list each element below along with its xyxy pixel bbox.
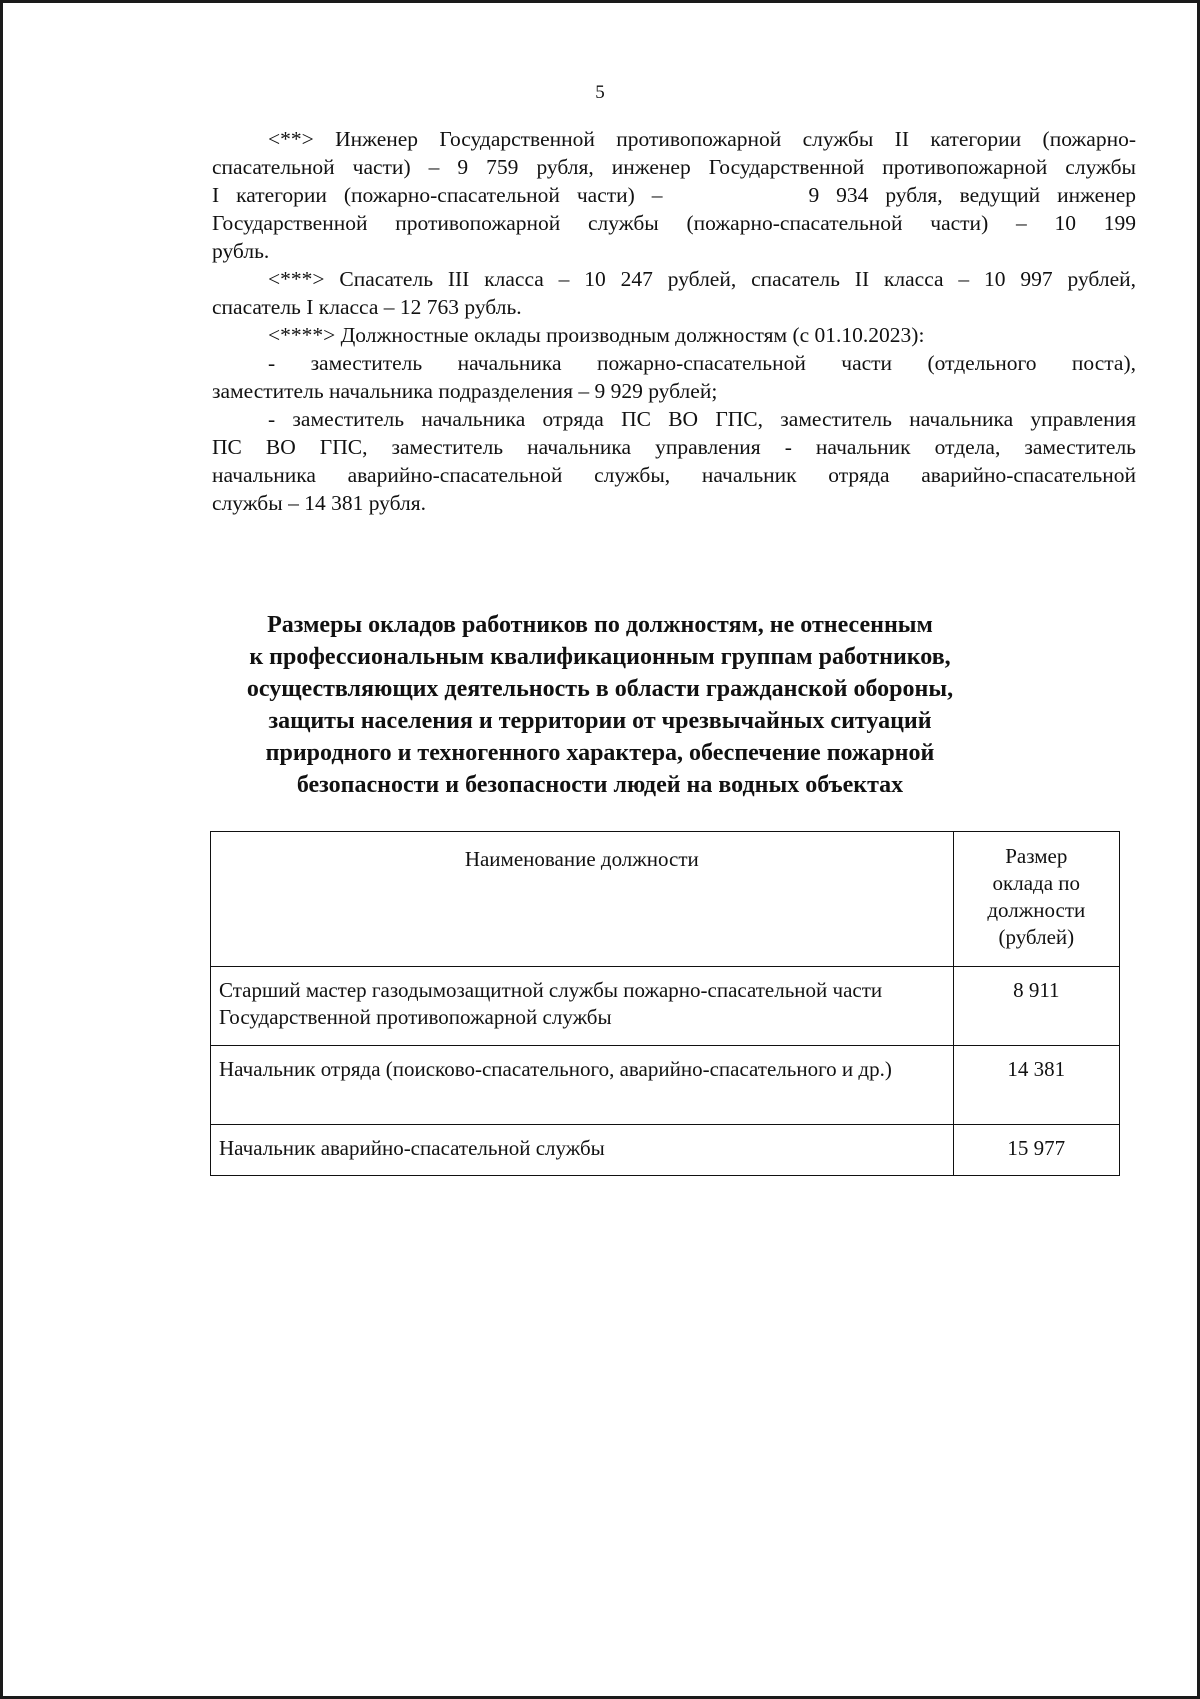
salary-value-cell: 15 977 bbox=[953, 1125, 1119, 1176]
heading-line: безопасности и безопасности людей на водных объектах bbox=[296, 772, 904, 798]
salary-table bbox=[210, 831, 1120, 1176]
position-name-cell: Начальник отряда (поисково-спасательного, аварийно-спасательного и др.) bbox=[211, 1046, 954, 1125]
header-salary-line: Размер bbox=[1005, 844, 1068, 868]
table-row bbox=[211, 1046, 1120, 1125]
heading-line: защиты населения и территории от чрезвычайных ситуаций bbox=[268, 708, 932, 734]
note-line: заместитель начальника подразделения – 9 929 рублей; bbox=[212, 379, 718, 403]
note-line: ПС ВО ГПС, заместитель начальника управления - начальник отдела, заместитель bbox=[212, 435, 1136, 459]
note-line: <***> Спасатель III класса – 10 247 рублей, спасатель II класса – 10 997 рублей, bbox=[268, 267, 1136, 291]
header-salary-line: (рублей) bbox=[998, 925, 1075, 949]
note-line-part: 9 934 рубля, ведущий инженер bbox=[808, 183, 1136, 207]
table-header-row bbox=[211, 832, 1120, 967]
note-line: Государственной противопожарной службы (пожарно-спасательной части) – 10 199 bbox=[212, 211, 1136, 235]
header-salary-line: должности bbox=[987, 898, 1086, 922]
note-line: - заместитель начальника пожарно-спасательной части (отдельного поста), bbox=[268, 351, 1136, 375]
note-line bbox=[212, 181, 1136, 209]
header-salary-size bbox=[953, 832, 1119, 967]
note-line: спасатель I класса – 12 763 рубль. bbox=[212, 295, 522, 319]
note-line-part: I категории (пожарно-спасательной части) – bbox=[212, 183, 663, 207]
heading-line: природного и техногенного характера, обеспечение пожарной bbox=[265, 740, 935, 766]
salary-value-cell: 14 381 bbox=[953, 1046, 1119, 1125]
heading-line: Размеры окладов работников по должностям, не отнесенным bbox=[267, 612, 933, 638]
note-line: <**> Инженер Государственной противопожарной службы II категории (пожарно- bbox=[268, 127, 1136, 151]
note-line: - заместитель начальника отряда ПС ВО ГПС, заместитель начальника управления bbox=[268, 407, 1136, 431]
header-position-name: Наименование должности bbox=[211, 832, 954, 967]
heading-line: к профессиональным квалификационным группам работников, bbox=[249, 644, 951, 670]
salary-value-cell: 8 911 bbox=[953, 967, 1119, 1046]
footnotes bbox=[212, 125, 1136, 517]
table-row bbox=[211, 967, 1120, 1046]
header-salary-line: оклада по bbox=[992, 871, 1081, 895]
table-row bbox=[211, 1125, 1120, 1176]
note-line: рубль. bbox=[212, 239, 270, 263]
page-number: 5 bbox=[595, 82, 605, 103]
heading-line: осуществляющих деятельность в области гражданской обороны, bbox=[246, 676, 954, 702]
position-name-cell: Начальник аварийно-спасательной службы bbox=[211, 1125, 954, 1176]
note-line: начальника аварийно-спасательной службы, начальник отряда аварийно-спасательной bbox=[212, 463, 1136, 487]
section-heading bbox=[150, 609, 1050, 801]
position-name-cell: Старший мастер газодымозащитной службы пожарно-спасательной части Государственной противопожарной службы bbox=[211, 967, 954, 1046]
note-line: спасательной части) – 9 759 рубля, инженер Государственной противопожарной службы bbox=[212, 155, 1136, 179]
note-line: службы – 14 381 рубля. bbox=[212, 491, 427, 515]
note-line: <****> Должностные оклады производным должностям (с 01.10.2023): bbox=[268, 323, 925, 347]
